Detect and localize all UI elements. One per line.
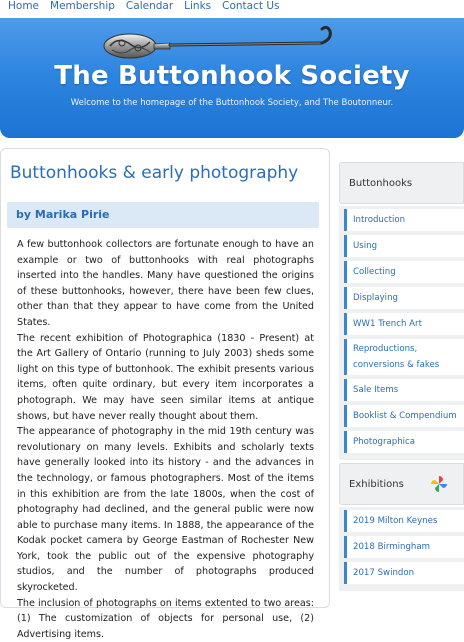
sidebar-item-using[interactable]: Using — [344, 235, 464, 257]
sidebar-item-ww1-trench-art[interactable]: WW1 Trench Art — [344, 313, 464, 335]
top-nav — [0, 0, 464, 16]
sidebar-item-photographica[interactable]: Photographica — [344, 431, 464, 453]
nav-home[interactable]: Home — [8, 0, 40, 12]
author-byline: by Marika Pirie — [16, 208, 110, 221]
sidebar-item-2018-birmingham[interactable]: 2018 Birmingham — [344, 536, 464, 558]
page-title: Buttonhooks & early photography — [10, 163, 299, 183]
sidebar-item-displaying[interactable]: Displaying — [344, 287, 464, 309]
nav-links[interactable]: Links — [184, 0, 212, 12]
author-bar — [7, 202, 319, 228]
article-paragraph: The inclusion of photographs on items extented to two areas: (1) The customization of objects for personal use, (2) Advertising items. — [17, 597, 314, 640]
sidebar-item-2019-milton-keynes[interactable]: 2019 Milton Keynes — [344, 510, 464, 532]
article-paragraph: A few buttonhook collectors are fortunate enough to have an example or two of buttonhooks with real photographs inserted into the handles. Many have questioned the origins of these buttonhooks, however, there have been few clues, other than that they appear to have come from the United States. — [17, 239, 314, 328]
sidebar-item-booklist[interactable]: Booklist & Compendium — [344, 405, 464, 427]
sidebar-menu-buttonhooks — [339, 206, 464, 460]
sidebar-menu-exhibitions — [339, 507, 464, 591]
sidebar-heading-label: Exhibitions — [349, 479, 404, 490]
sidebar-heading-buttonhooks — [339, 162, 464, 204]
google-photos-icon — [429, 474, 449, 496]
sidebar-item-sale-items[interactable]: Sale Items — [344, 379, 464, 401]
site-banner — [0, 18, 464, 138]
article-panel — [0, 148, 330, 640]
article-paragraph: The recent exhibition of Photographica (1830 - Present) at the Art Gallery of Ontario (running to July 2003) sheds some light on this type of buttonhook. The exhibit presents various items, often quite ordinary, but every item incorporates a photograph. We may have seen similar items at antique shows, but have never really thought about them. — [17, 332, 314, 422]
sidebar-item-collecting[interactable]: Collecting — [344, 261, 464, 283]
site-subtitle: Welcome to the homepage of the Buttonhook Society, and The Boutonneur. — [70, 98, 394, 108]
site-title: The Buttonhook Society — [54, 61, 410, 91]
sidebar — [339, 162, 464, 591]
sidebar-item-reproductions[interactable]: Reproductions, conversions & fakes — [344, 339, 464, 375]
article-paragraph: The appearance of photography in the mid 19th century was revolutionary on many levels. Exhibits and scholarly texts have generally looked into its history - and the advances in the technology, or famous photographers. Most of the items in this exhibition are from the late 1800s, when the cost of photography had declined, and the general public were now able to purchase many items. In 1888, the appearance of the Kodak pocket camera by George Eastman of Rochester New York, took the public out of the expensive photography studios, and the number of photographs produced skyrocketed. — [17, 426, 314, 594]
sidebar-heading-label: Buttonhooks — [349, 178, 413, 189]
nav-membership[interactable]: Membership — [50, 0, 115, 12]
sidebar-item-introduction[interactable]: Introduction — [344, 209, 464, 231]
nav-contact-us[interactable]: Contact Us — [222, 0, 280, 12]
article-body — [17, 237, 314, 642]
sidebar-item-2017-swindon[interactable]: 2017 Swindon — [344, 562, 464, 584]
nav-calendar[interactable]: Calendar — [125, 0, 174, 12]
sidebar-heading-exhibitions — [339, 463, 464, 505]
buttonhook-image — [100, 24, 340, 64]
